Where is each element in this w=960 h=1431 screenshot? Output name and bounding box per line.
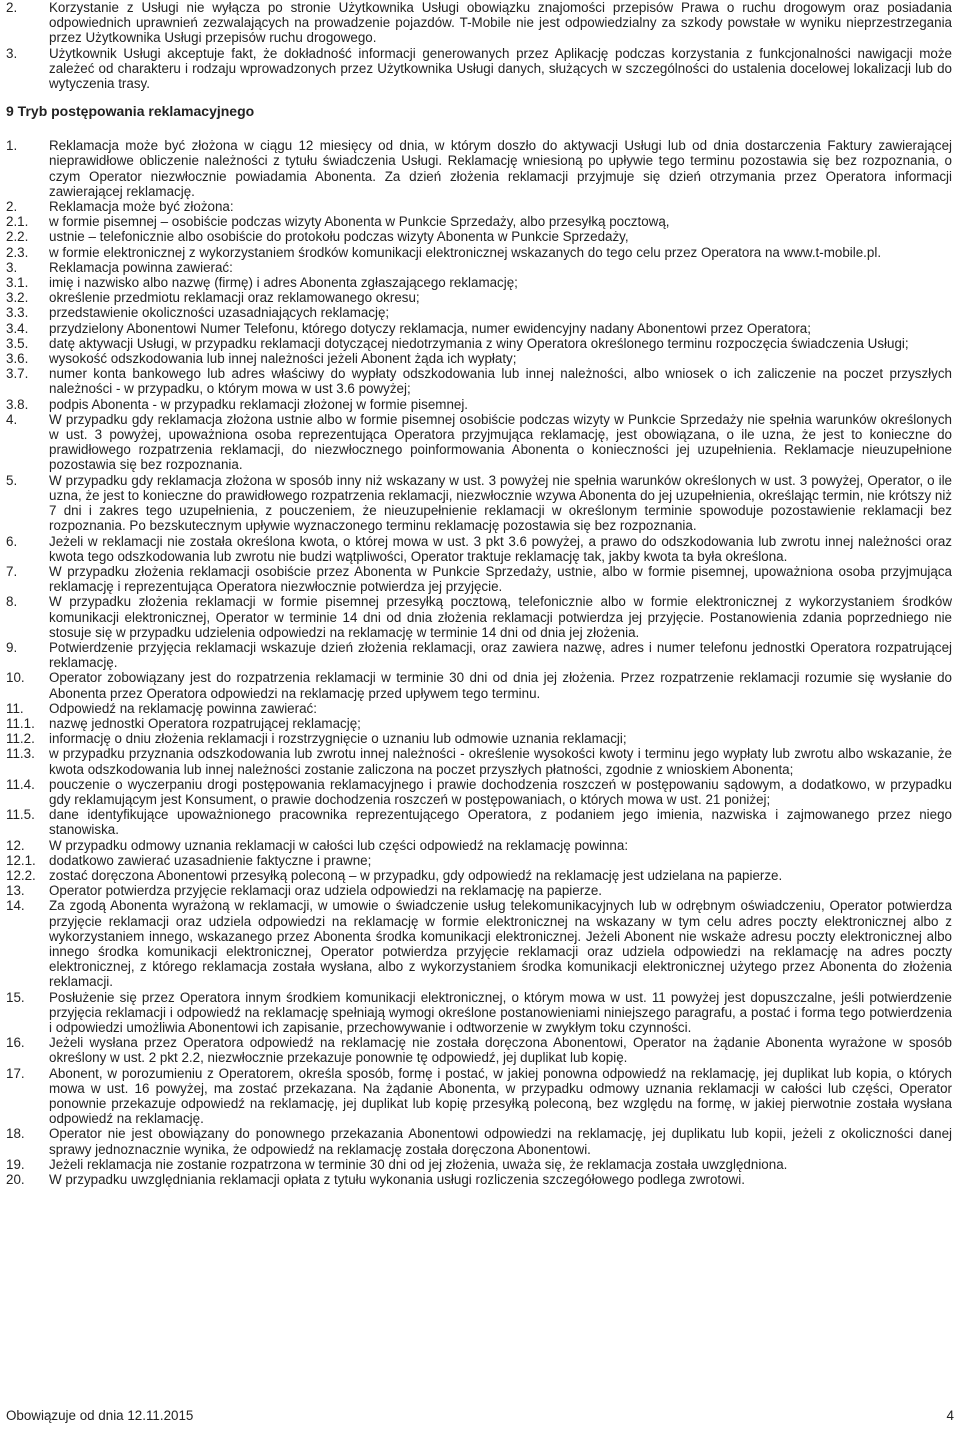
list-item: [6, 534, 952, 564]
item-number: 3.: [6, 45, 18, 61]
item-text: Korzystanie z Usługi nie wyłącza po stronie Użytkownika Usługi obowiązku znajomości przepisów Prawa o ruchu drogowym oraz posiadania odpowiednich uprawnień zezwalających na prowadzenie pojazdów. T-Mobile nie jest odpowiedzialny za szkody powstałe w wyniku nieprzestrzegania przez Użytkownika Usługi przepisów ruchu drogowego.: [49, 0, 952, 46]
item-text: Użytkownik Usługi akceptuje fakt, że dokładność informacji generowanych przez Aplikację podczas korzystania z funkcjonalności nawigacji może zależeć od charakteru i rodzaju wprowadzonych przez Użytkownika Usługi danych, służących w szczególności do ustalenia docelowej lokalizacji lub do wytyczenia trasy.: [49, 45, 952, 92]
item-text: Jeżeli w reklamacji nie została określona kwota, o której mowa w ust. 3 pkt 3.6 powyżej, a prawo do odszkodowania lub zwrotu innej należności oraz kwota tego odszkodowania lub zwrotu nie budzi wątpliwości, Operator traktuje reklamację tak, jakby kwota ta była określona.: [49, 533, 952, 564]
list-item: [6, 716, 952, 731]
item-text: wysokość odszkodowania lub innej należności jeżeli Abonent żąda ich wypłaty;: [49, 351, 517, 367]
list-item: [6, 351, 952, 366]
item-number: 3.5.: [6, 335, 29, 351]
item-text: ustnie – telefonicznie albo osobiście do protokołu podczas wizyty Abonenta w Punkcie Sprzedaży,: [49, 229, 629, 245]
item-text: zostać doręczona Abonentowi przesyłką poleconą – w przypadku, gdy odpowiedź na reklamację jest udzielana na papierze.: [49, 867, 783, 883]
item-text: nazwę jednostki Operatora rozpatrującej reklamację;: [49, 715, 361, 731]
item-text: określenie przedmiotu reklamacji oraz reklamowanego okresu;: [49, 290, 420, 306]
list-item: [6, 1035, 952, 1065]
list-item: [6, 275, 952, 290]
item-number: 15.: [6, 989, 25, 1005]
list-item: [6, 1157, 952, 1172]
item-number: 11.: [6, 700, 24, 716]
item-number: 2.: [6, 199, 18, 215]
item-text: Reklamacja może być złożona w ciągu 12 miesięcy od dnia, w którym doszło do aktywacji Usługi lub od dnia dostarczenia Faktury zawierającej nieprawidłowe obliczenie należności z tytułu świadczenia Usługi. Reklamację wniesioną po upływie tego terminu pozostawia się bez rozpoznania, o czym Operator niezwłocznie powiadamia Abonenta. Za dzień złożenia reklamacji przyjmuje się dzień otrzymania przez Operatora informacji zawierającej reklamację.: [49, 138, 952, 199]
item-number: 10.: [6, 670, 25, 686]
item-number: 2.: [6, 0, 18, 15]
list-item: [6, 640, 952, 670]
item-number: 3.3.: [6, 305, 29, 321]
item-text: Abonent, w porozumieniu z Operatorem, określa sposób, formę i postać, w jakiej ponowna odpowiedź na reklamację, jej duplikat lub kopia, o których mowa w ust. 16 powyżej, ma zostać przekazana. Na żądanie Abonenta, w przypadku odmowy uznania reklamacji w całości lub części, Operator ponownie przekazuje odpowiedź na reklamację, jej duplikat lub kopię przesyłką poleconą, bez względu na formę, w jakiej pierwotnie została wysłana odpowiedź na reklamację.: [49, 1065, 952, 1127]
item-number: 13.: [6, 883, 25, 899]
list-item: [6, 1172, 952, 1187]
item-text: Odpowiedź na reklamację powinna zawierać:: [49, 700, 317, 716]
item-text: Potwierdzenie przyjęcia reklamacji wskazuje dzień złożenia reklamacji, oraz zawiera nazwę, adres i numer telefonu jednostki Operatora rozpatrującej reklamację.: [49, 639, 952, 671]
item-number: 3.4.: [6, 320, 29, 336]
list-item: [6, 746, 952, 776]
list-item: [6, 397, 952, 412]
item-text: W przypadku złożenia reklamacji osobiście przez Abonenta w Punkcie Sprzedaży, ustnie, albo w formie pisemnej, upoważniona osoba przyjmująca reklamację i reprezentująca Operatora niezwłocznie potwierdza jej przyjęcie.: [49, 563, 952, 595]
footer-page-number: 4: [946, 1408, 954, 1423]
list-item: [6, 321, 952, 336]
list-item: [6, 1126, 952, 1156]
list-item: [6, 199, 952, 214]
list-item: [6, 0, 952, 46]
list-item: [6, 594, 952, 640]
item-text: W przypadku uwzględniania reklamacji opłata z tytułu wykonania usługi rozliczenia szczegółowego podlega zwrotowi.: [49, 1172, 745, 1188]
item-number: 11.3.: [6, 746, 35, 762]
list-item: [6, 473, 952, 534]
item-number: 2.2.: [6, 229, 29, 245]
list-item: [6, 838, 952, 853]
item-number: 1.: [6, 138, 18, 154]
item-text: Operator potwierdza przyjęcie reklamacji oraz udziela odpowiedzi na reklamację na papierze.: [49, 883, 603, 899]
list-item: [6, 853, 952, 868]
complaint-procedure-list: [6, 138, 952, 1187]
list-item: [6, 366, 952, 396]
section-heading: 9 Tryb postępowania reklamacyjnego: [6, 103, 255, 120]
item-text: W przypadku gdy reklamacja złożona w sposób inny niż wskazany w ust. 3 powyżej nie spełnia warunków określonych w ust. 3 powyżej, Operator, o ile uzna, że jest to konieczne do prawidłowego rozpatrzenia reklamacji, niezwłocznie wzywa Abonenta do jej uzupełnienia, określając termin, nie krótszy niż 7 dni i zakres tego uzupełnienia, z pouczeniem, że nieuzupełnienie reklamacji w określonym terminie spowoduje pozostawienie reklamacji bez rozpoznania. Po bezskutecznym upływie wyznaczonego terminu reklamację pozostawia się bez rozpoznania.: [49, 472, 952, 534]
item-text: Reklamacja powinna zawierać:: [49, 259, 233, 275]
item-number: 4.: [6, 411, 18, 427]
item-number: 20.: [6, 1172, 25, 1188]
item-number: 3.8.: [6, 396, 29, 412]
item-text: W przypadku odmowy uznania reklamacji w całości lub części odpowiedź na reklamację powinna:: [49, 837, 629, 853]
list-item: [6, 214, 952, 229]
item-text: Jeżeli wysłana przez Operatora odpowiedź na reklamację nie została doręczona Abonentowi, Operator na żądanie Abonenta wyrażone w sposób określony w ust. 2 pkt 2.2, niezwłocznie przekazuje ponownie tę odpowiedź, jej duplikat lub kopię.: [49, 1035, 952, 1066]
item-number: 2.3.: [6, 244, 29, 260]
item-number: 6.: [6, 533, 18, 549]
list-item: [6, 701, 952, 716]
list-item: [6, 290, 952, 305]
list-item: [6, 807, 952, 837]
item-number: 16.: [6, 1035, 25, 1051]
item-number: 11.2.: [6, 731, 35, 747]
item-number: 2.1.: [6, 214, 29, 230]
item-text: Operator zobowiązany jest do rozpatrzenia reklamacji w terminie 30 dni od dnia jej złożenia. Przez rozpatrzenie reklamacji rozumie się wysłanie do Abonenta przez Operatora odpowiedzi na reklamację przed upływem tego terminu.: [49, 670, 952, 701]
list-item: [6, 245, 952, 260]
item-text: przydzielony Abonentowi Numer Telefonu, którego dotyczy reklamacja, numer ewidencyjny nadany Abonentowi przez Operatora;: [49, 320, 811, 336]
item-number: 11.1.: [6, 715, 35, 731]
item-number: 3.2.: [6, 290, 29, 306]
item-text: Jeżeli reklamacja nie zostanie rozpatrzona w terminie 30 dni od jej złożenia, uważa się, że reklamacja została uwzględniona.: [49, 1156, 788, 1172]
item-number: 11.4.: [6, 776, 35, 792]
list-item: [6, 305, 952, 320]
item-text: imię i nazwisko albo nazwę (firmę) i adres Abonenta zgłaszającego reklamację;: [49, 275, 518, 291]
list-item: [6, 46, 952, 92]
item-number: 12.: [6, 837, 25, 853]
item-number: 5.: [6, 472, 18, 488]
item-text: W przypadku złożenia reklamacji w formie pisemnej przesyłką pocztową, telefonicznie albo w formie elektronicznej z wykorzystaniem środków komunikacji elektronicznej, Operator w terminie 14 dni od dnia złożenia reklamacji potwierdza jej przyjęcie. Postanowienia zdania poprzedniego nie stosuje się w przypadku udzielenia odpowiedzi na reklamację w terminie 14 dni od dnia jej złożenia.: [49, 594, 952, 640]
item-text: Operator nie jest obowiązany do ponownego przekazania Abonentowi odpowiedzi na reklamację, jej duplikatu lub kopii, jeżeli z okoliczności danej sprawy jednoznacznie wynika, że odpowiedź na reklamację została doręczona Abonentowi.: [49, 1126, 952, 1157]
list-item: [6, 898, 952, 989]
list-item: [6, 868, 952, 883]
list-item: [6, 883, 952, 898]
item-number: 12.2.: [6, 867, 36, 883]
item-number: 11.5.: [6, 807, 35, 823]
item-number: 7.: [6, 563, 18, 579]
item-number: 19.: [6, 1156, 25, 1172]
list-item: [6, 564, 952, 594]
item-number: 18.: [6, 1126, 25, 1142]
item-text: Reklamacja może być złożona:: [49, 199, 234, 215]
footer-effective-date: Obowiązuje od dnia 12.11.2015: [6, 1408, 194, 1423]
item-text: dane identyfikujące upoważnionego pracownika reprezentującego Operatora, z podaniem jego imienia, nazwiska i zajmowanego przez niego stanowiska.: [49, 807, 952, 838]
item-number: 3.1.: [6, 275, 29, 291]
item-text: informację o dniu złożenia reklamacji i rozstrzygnięcie o uznaniu lub odmowie uznania reklamacji;: [49, 731, 627, 747]
list-item: [6, 777, 952, 807]
item-text: numer konta bankowego lub adres właściwy do wypłaty odszkodowania lub innej należności, albo wniosek o ich zaliczenie na poczet przyszłych należności - w przypadku, o którym mowa w ust 3.6 powyżej;: [49, 366, 952, 397]
item-number: 3.7.: [6, 366, 29, 382]
list-item: [6, 670, 952, 700]
item-text: podpis Abonenta - w przypadku reklamacji złożonej w formie pisemnej.: [49, 396, 469, 412]
page-footer: [6, 1408, 954, 1424]
document-body: [6, 0, 952, 1187]
item-number: 3.6.: [6, 351, 29, 367]
item-text: w formie elektronicznej z wykorzystaniem środków komunikacji elektronicznej wskazanych do tego celu przez Operatora na www.t-mobile.pl.: [49, 244, 882, 260]
item-text: przedstawienie okoliczności uzasadniających reklamację;: [49, 305, 390, 321]
list-item: [6, 731, 952, 746]
item-number: 17.: [6, 1065, 25, 1081]
item-text: w formie pisemnej – osobiście podczas wizyty Abonenta w Punkcie Sprzedaży, albo przesyłką pocztową,: [49, 214, 670, 230]
item-number: 14.: [6, 898, 25, 914]
item-text: pouczenie o wyczerpaniu drogi postępowania reklamacyjnego i prawie dochodzenia roszczeń w postępowaniu sądowym, a dodatkowo, w przypadku gdy reklamującym jest Konsument, o prawie dochodzenia roszczeń w postępowaniach, o których mowa w ust. 21 poniżej;: [49, 776, 952, 807]
list-item: [6, 229, 952, 244]
list-item: [6, 260, 952, 275]
list-item: [6, 336, 952, 351]
item-text: Za zgodą Abonenta wyrażoną w reklamacji, w umowie o świadczenie usług telekomunikacyjnych lub w odrębnym oświadczeniu, Operator potwierdza przyjęcie reklamacji oraz udziela odpowiedzi na reklamację w formie elektronicznej na wskazany w tym celu adres poczty elektronicznej albo z wykorzystaniem innego, wskazanego przez Abonenta środka komunikacji elektronicznej. Jeżeli Abonent nie wskaże adresu poczty elektronicznej albo innego środka komunikacji elektronicznej, Operator potwierdza przyjęcie reklamacji oraz udziela odpowiedzi na reklamację na adres poczty elektronicznej, z którego reklamacja została wysłana, albo z wykorzystaniem środka komunikacji elektronicznej użytego przez Abonenta do złożenia reklamacji.: [49, 898, 952, 990]
list-item: [6, 1066, 952, 1127]
item-number: 3.: [6, 259, 18, 275]
intro-list: [6, 0, 952, 91]
item-text: dodatkowo zawierać uzasadnienie faktyczne i prawne;: [49, 852, 372, 868]
item-text: w przypadku przyznania odszkodowania lub zwrotu innej należności - określenie wysokości kwoty i terminu jego wypłaty lub zwrotu albo wskazanie, że kwota odszkodowania lub innej należności zostanie zaliczona na poczet przyszłych płatności, zgodnie z wnioskiem Abonenta;: [49, 746, 952, 777]
list-item: [6, 412, 952, 473]
list-item: [6, 138, 952, 199]
item-text: Posłużenie się przez Operatora innym środkiem komunikacji elektronicznej, o którym mowa w ust. 11 powyżej jest dopuszczalne, jeśli potwierdzenie przyjęcia reklamacji i odpowiedź na reklamację spełniają wymogi określone postanowieniami niniejszego paragrafu, a postać i forma tego potwierdzenia i odpowiedzi umożliwia Abonentowi ich zapisanie, przechowywanie i odtworzenie w zwykłym toku czynności.: [49, 989, 952, 1035]
item-text: datę aktywacji Usługi, w przypadku reklamacji dotyczącej niedotrzymania z winy Operatora określonego terminu rozpoczęcia świadczenia Usługi;: [49, 335, 909, 351]
item-text: W przypadku gdy reklamacja złożona ustnie albo w formie pisemnej osobiście podczas wizyty w Punkcie Sprzedaży nie spełnia warunków określonych w ust. 3 powyżej, upoważniona osoba reprezentująca Operatora przyjmująca reklamację, jest obowiązana, o ile uzna, że jest to konieczne do prawidłowego rozpatrzenia reklamacji, do niezwłocznego poinformowania Abonenta o konieczności jej uzupełnienia. Reklamacje nieuzupełnione pozostawia się bez rozpoznania.: [49, 411, 952, 473]
item-number: 12.1.: [6, 852, 36, 868]
item-number: 8.: [6, 594, 18, 610]
list-item: [6, 990, 952, 1036]
item-number: 9.: [6, 639, 18, 655]
